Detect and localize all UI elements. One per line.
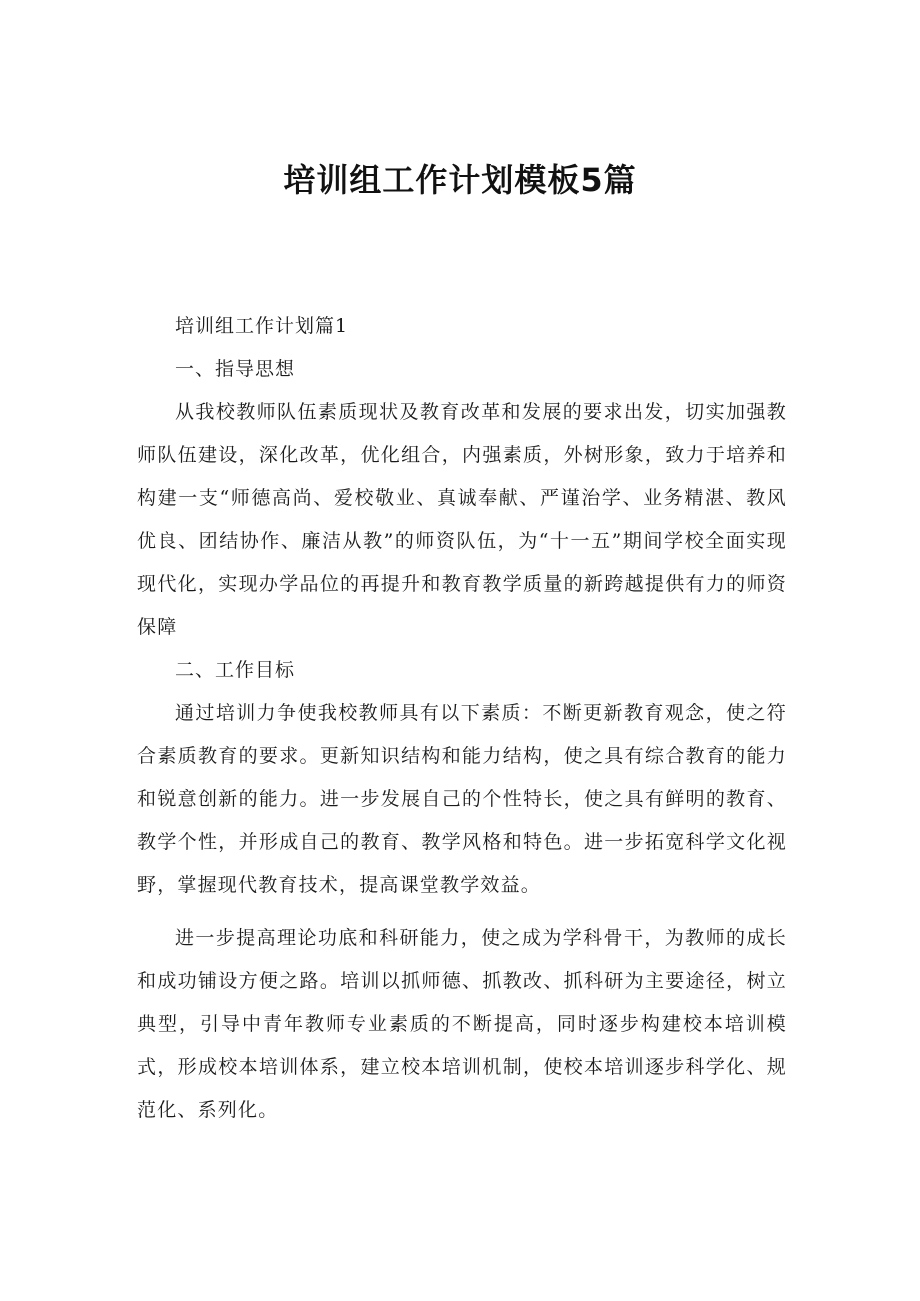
paragraph-training-approach: 进一步提高理论功底和科研能力，使之成为学科骨干，为教师的成长和成功铺设方便之路。培训以抓师德、抓教改、抓科研为主要途径，树立典型，引导中青年教师专业素质的不断提高，同时逐步构建校本培训模式，形成校本培训体系，建立校本培训机制，使校本培训逐步科学化、规范化、系列化。 (137, 927, 787, 1121)
section-title: 培训组工作计划篇1 (175, 315, 349, 337)
document-body (137, 305, 787, 1132)
paragraph-guiding-ideology: 从我校教师队伍素质现状及教育改革和发展的要求出发，切实加强教师队伍建设，深化改革，优化组合，内强素质，外树形象，致力于培养和构建一支“师德高尚、爱校敬业、真诚奉献、严谨治学、业务精湛、教风优良、团结协作、廉洁从教”的师资队伍，为“十一五”期间学校全面实现现代化，实现办学品位的再提升和教育教学质量的新跨越提供有力的师资保障 (137, 401, 787, 638)
heading-work-goals: 二、工作目标 (175, 659, 296, 681)
document-title: 培训组工作计划模板5篇 (283, 161, 637, 199)
paragraph-work-goals: 通过培训力争使我校教师具有以下素质：不断更新教育观念，使之符合素质教育的要求。更新知识结构和能力结构，使之具有综合教育的能力和锐意创新的能力。进一步发展自己的个性特长，使之具有鲜明的教育、教学个性，并形成自己的教育、教学风格和特色。进一步拓宽科学文化视野，掌握现代教育技术，提高课堂教学效益。 (137, 702, 787, 896)
heading-guiding-ideology: 一、指导思想 (175, 358, 296, 380)
